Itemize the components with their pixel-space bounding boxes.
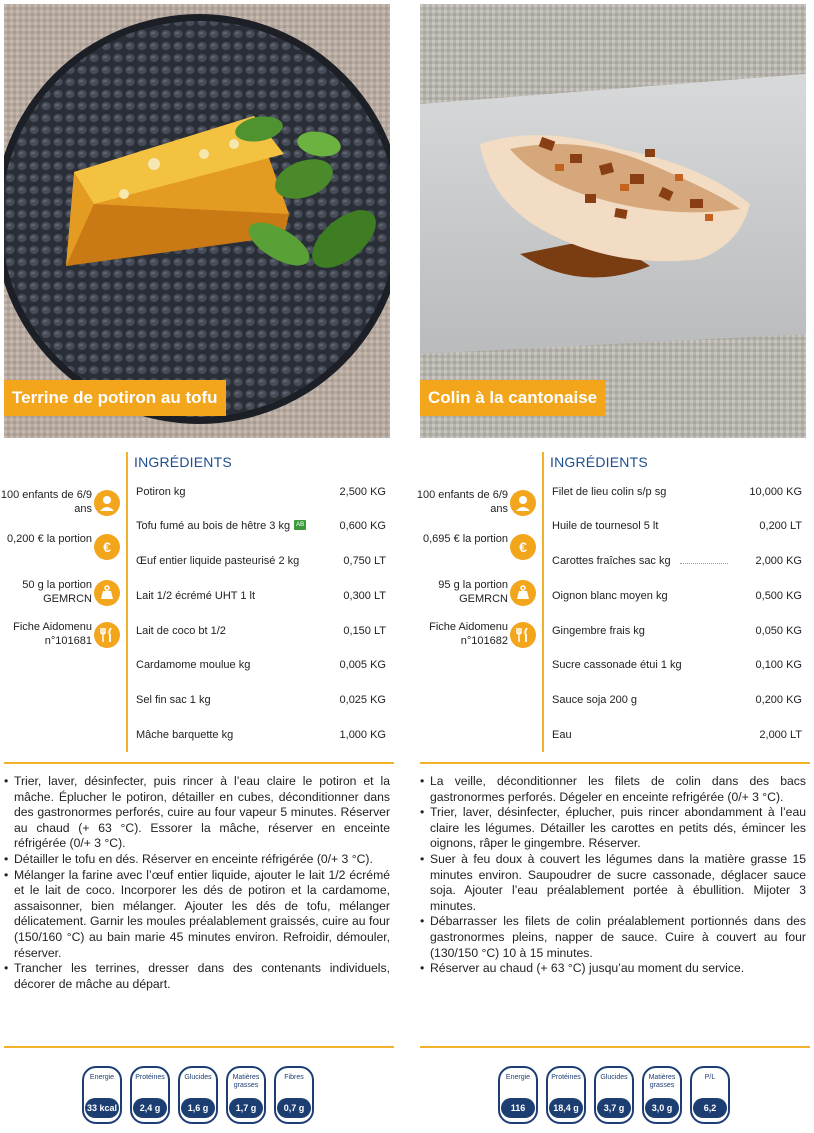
ingredient-name: Gingembre frais kg [552,625,645,637]
ingredient-row [552,625,802,643]
nutrition-value: 33 kcal [85,1098,119,1118]
step-item: • Détailler le tofu en dés. Réserver en enceinte réfrigérée (0/+ 3 °C). [4,852,390,868]
nutrition-value: 0,7 g [277,1098,311,1118]
meta-cost [420,530,540,570]
meta-fiche [4,618,124,658]
ingredient-name: Sucre cassonade étui 1 kg [552,659,682,671]
info-section [0,448,396,758]
nutrition-label: Protéines [135,1074,165,1081]
step-item: • Suer à feu doux à couvert les légumes dans la matière grasse 15 minutes environ. Saupoudrer de sucre cassonade, déglacer sauce soja. Ajouter l’eau préalablement portée à ébullition. Mijoter 3 minutes. [420,852,806,914]
divider [126,452,128,752]
preparation-steps [4,774,390,992]
ingredient-row [552,555,802,573]
nutrition-value: 1,7 g [229,1098,263,1118]
ingredient-row [552,590,802,608]
ingredient-qty: 0,100 KG [755,659,802,671]
step-item: • Trier, laver, désinfecter, éplucher, puis rincer abondamment à l’eau claire les légumes. Détailler les carottes en petits dés, émincer les oignons, râper le gingembre. Réserver. [420,805,806,852]
ingredient-qty: 0,500 KG [755,590,802,602]
recipe-title: Terrine de potiron au tofu [4,380,226,416]
ingredient-name: Potiron kg [136,486,186,498]
nutrition-label: Protéines [551,1074,581,1081]
separator-line [420,1046,810,1048]
organic-label-icon: AB [296,522,305,528]
separator-line [4,762,394,764]
ingredient-name: Oignon blanc moyen kg [552,590,668,602]
nutrition-label: Matières grasses [648,1074,676,1089]
nutrition-energy [82,1066,122,1124]
separator-line [4,1046,394,1048]
ingredient-row [552,520,802,538]
nutrition-carbs [594,1066,634,1124]
step-item: • Mélanger la farine avec l’œuf entier liquide, ajouter le lait 1/2 écrémé et le lait de coco. Incorporer les dés de potiron et la cardamome, assaisonner, bien mélanger. Ajouter les dés de tofu, mélanger délicatement. Garnir les moules préalablement graissés, cuire au four (150/160 °C) au bain marie 45 minutes environ. Refroidir, démouler, réserver. [4,868,390,962]
ingredients-heading: INGRÉDIENTS [134,454,232,470]
meta-servings [0,486,124,526]
nutrition-fibers [274,1066,314,1124]
nutrition-fats [226,1066,266,1124]
ingredient-qty: 2,000 KG [755,555,802,567]
meta-text: 95 g la portion GEMRCN [438,579,508,605]
ingredient-name-text: Tofu fumé au bois de hêtre 3 kg [136,520,291,532]
nutrition-carbs [178,1066,218,1124]
ingredient-name: Mâche barquette kg [136,729,234,741]
ingredient-qty: 0,200 KG [755,694,802,706]
weight-icon [510,580,536,606]
meta-text: 50 g la portion GEMRCN [22,579,92,605]
ingredient-row [552,486,802,504]
ingredient-row [136,486,386,504]
nutrition-value: 2,4 g [133,1098,167,1118]
ingredient-qty: 2,000 LT [759,729,802,741]
colin-photo-illustration [420,4,806,438]
ingredient-row [136,520,386,538]
nutrition-value: 18,4 g [549,1098,583,1118]
nutrition-fats [642,1066,682,1124]
ingredient-qty: 0,050 KG [755,625,802,637]
recipe-card-colin [416,0,812,1133]
info-section [416,448,812,758]
ingredient-qty: 0,025 KG [339,694,386,706]
step-item: • Débarrasser les filets de colin préalablement portionnés dans des gastronormes pleins, napper de sauce. Cuire à couvert au four (130/150 °C) 10 à 15 minutes. [420,914,806,961]
meta-text: 100 enfants de 6/9 ans [0,489,92,515]
meta-portion [420,576,540,616]
ingredient-name: Cardamome moulue kg [136,659,251,671]
step-item: • Trancher les terrines, dresser dans des contenants individuels, décorer de mâche au départ. [4,961,390,992]
nutrition-proteins [130,1066,170,1124]
nutrition-value: 3,7 g [597,1098,631,1118]
ingredient-qty: 0,750 LT [343,555,386,567]
step-item: • Réserver au chaud (+ 63 °C) jusqu’au moment du service. [420,961,806,977]
ingredient-name: Eau [552,729,572,741]
recipe-title: Colin à la cantonaise [420,380,605,416]
cutlery-icon [94,622,120,648]
ingredient-row [136,555,386,573]
nutrition-value: 3,0 g [645,1098,679,1118]
person-icon [510,490,536,516]
meta-fiche [420,618,540,658]
dotted-leader [680,563,728,564]
ingredient-qty: 0,300 LT [343,590,386,602]
nutrition-label: Fibres [284,1074,304,1081]
ingredient-name: Lait de coco bt 1/2 [136,625,226,637]
nutrition-label: P/L [704,1074,716,1081]
recipe-photo-colin [420,4,806,438]
nutrition-value: 6,2 [693,1098,727,1118]
nutrition-panel [82,1066,322,1126]
ingredient-qty: 0,005 KG [339,659,386,671]
divider [542,452,544,752]
nutrition-label: Glucides [600,1074,628,1081]
separator-line [420,762,810,764]
nutrition-value: 116 kcal [501,1098,535,1118]
ingredient-row [136,659,386,677]
ingredient-row [552,694,802,712]
ingredient-qty: 0,600 KG [339,520,386,532]
terrine-photo-illustration [4,4,390,438]
ingredient-name: Lait 1/2 écrémé UHT 1 lt [136,590,256,602]
step-item: • Trier, laver, désinfecter, puis rincer à l’eau claire le potiron et la mâche. Éplucher le potiron, détailler en cubes, déconditionner dans des gastronormes perforés, cuire au four vapeur 5 minutes. Réserver au chaud (+ 63 °C). Essorer la mâche, réserver en enceinte réfrigérée (0/+ 3 °C). [4,774,390,852]
nutrition-label: Matières grasses [232,1074,260,1089]
ingredient-row [552,659,802,677]
ingredient-qty: 1,000 KG [339,729,386,741]
nutrition-label: Energie [505,1074,531,1081]
ingredient-name [136,520,306,532]
meta-text: Fiche Aidomenu n°101682 [429,621,508,647]
meta-servings [416,486,540,526]
ingredient-name: Carottes fraîches sac kg [552,555,671,567]
preparation-steps [420,774,806,977]
nutrition-label: Glucides [184,1074,212,1081]
ingredient-name: Sel fin sac 1 kg [136,694,211,706]
nutrition-value: 1,6 g [181,1098,215,1118]
meta-text: 0,695 € la portion [422,533,508,545]
nutrition-label: Energie [89,1074,115,1081]
meta-portion [4,576,124,616]
ingredient-name: Sauce soja 200 g [552,694,638,706]
nutrition-pl [690,1066,730,1124]
nutrition-panel [498,1066,738,1133]
ingredient-qty: 0,150 LT [343,625,386,637]
person-icon [94,490,120,516]
ingredient-name: Filet de lieu colin s/p sg [552,486,667,498]
ingredient-row [552,729,802,747]
ingredient-row [136,694,386,712]
nutrition-energy [498,1066,538,1133]
ingredient-row [136,625,386,643]
ingredient-qty: 0,200 LT [759,520,802,532]
ingredient-name: Huile de tournesol 5 lt [552,520,659,532]
ingredient-row [136,590,386,608]
meta-text: 0,200 € la portion [6,533,92,545]
ingredients-heading: INGRÉDIENTS [550,454,648,470]
step-item: • La veille, déconditionner les filets de colin dans des bacs gastronormes perforés. Dégeler en enceinte refrigérée (0/+ 3 °C). [420,774,806,805]
cutlery-icon [510,622,536,648]
meta-cost [4,530,124,570]
ingredient-row [136,729,386,747]
ingredient-name: Œuf entier liquide pasteurisé 2 kg [136,555,300,567]
euro-icon: € [94,534,120,560]
nutrition-proteins [546,1066,586,1124]
recipe-photo-terrine [4,4,390,438]
ingredient-qty: 2,500 KG [339,486,386,498]
euro-icon: € [510,534,536,560]
meta-text: Fiche Aidomenu n°101681 [13,621,92,647]
meta-text: 100 enfants de 6/9 ans [416,489,508,515]
recipe-card-terrine [0,0,396,1133]
ingredient-qty: 10,000 KG [749,486,802,498]
weight-icon [94,580,120,606]
